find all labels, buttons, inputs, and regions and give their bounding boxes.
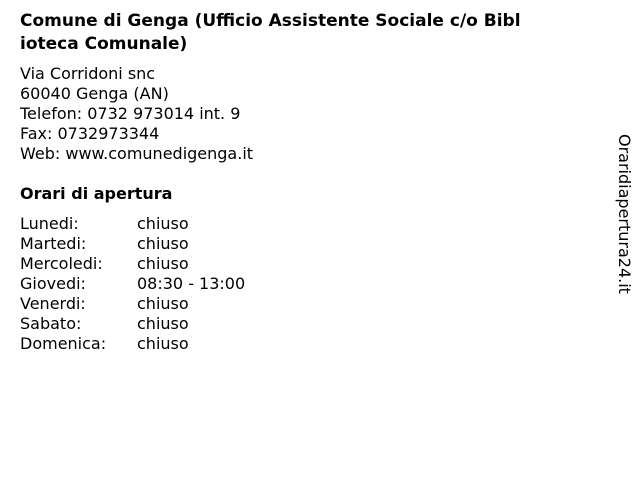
- opening-hours-table: [20, 214, 245, 354]
- hours-row-wednesday: [20, 254, 245, 274]
- day-hours: chiuso: [137, 214, 189, 233]
- phone-number: Telefon: 0732 973014 int. 9: [20, 104, 241, 123]
- day-label: Lunedi:: [20, 214, 79, 233]
- fax-number: Fax: 0732973344: [20, 124, 160, 143]
- opening-hours-heading: Orari di apertura: [20, 184, 173, 203]
- title-line-1: Comune di Genga (Ufficio Assistente Sociale c/o Bibl: [20, 11, 521, 31]
- day-hours: chiuso: [137, 294, 189, 313]
- day-hours: chiuso: [137, 334, 189, 353]
- day-label: Mercoledi:: [20, 254, 103, 273]
- day-hours: chiuso: [137, 314, 189, 333]
- page-title: [20, 10, 600, 56]
- hours-row-thursday: [20, 274, 245, 294]
- hours-row-sunday: [20, 334, 245, 354]
- day-label: Martedi:: [20, 234, 87, 253]
- day-label: Giovedi:: [20, 274, 86, 293]
- day-label: Venerdi:: [20, 294, 86, 313]
- day-hours: 08:30 - 13:00: [137, 274, 246, 293]
- contact-info: [20, 64, 253, 164]
- hours-row-monday: [20, 214, 245, 234]
- address-city: 60040 Genga (AN): [20, 84, 169, 103]
- hours-row-saturday: [20, 314, 245, 334]
- day-label: Domenica:: [20, 334, 107, 353]
- hours-row-tuesday: [20, 234, 245, 254]
- address-street: Via Corridoni snc: [20, 64, 156, 83]
- day-label: Sabato:: [20, 314, 82, 333]
- title-line-2: ioteca Comunale): [20, 34, 188, 54]
- day-hours: chiuso: [137, 234, 189, 253]
- hours-row-friday: [20, 294, 245, 314]
- site-watermark: Oraridiapertura24.it: [615, 134, 634, 294]
- website: Web: www.comunedigenga.it: [20, 144, 254, 163]
- day-hours: chiuso: [137, 254, 189, 273]
